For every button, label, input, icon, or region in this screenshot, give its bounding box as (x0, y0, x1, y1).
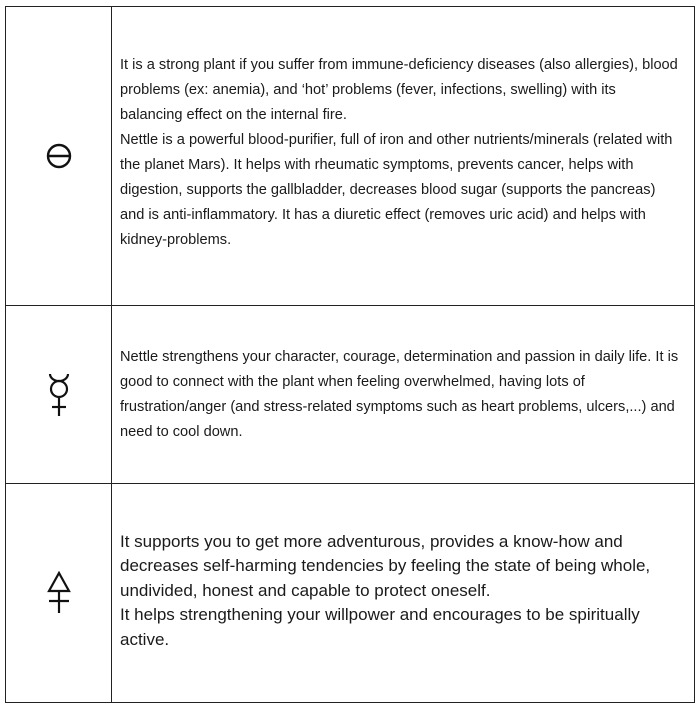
table-row (6, 484, 695, 703)
paragraph: Nettle strengthens your character, courage, determination and passion in daily life. It is good to connect with the plant when feeling overwhelmed, having lots of frustration/anger (and stress-related symptoms such as heart problems, ulcers,...) and need to cool down. (120, 348, 679, 440)
description-text (120, 530, 680, 653)
nettle-properties-table (5, 6, 695, 703)
symbol-cell (6, 7, 112, 306)
paragraph: It supports you to get more adventurous, provides a know-how and decreases self-harming tendencies by feeling the state of being whole, undivided, honest and capable to protect oneself. (120, 531, 651, 600)
description-cell (112, 7, 695, 306)
paragraph: It helps strengthening your willpower and encourages to be spiritually active. (120, 605, 640, 649)
mercury-symbol-icon (44, 371, 74, 419)
description-cell (112, 484, 695, 703)
paragraph: Nettle is a powerful blood-purifier, full of iron and other nutrients/minerals (related with the planet Mars). It helps with rheumatic symptoms, prevents cancer, helps with digestion, supports the gallbladder, decreases blood sugar (supports the pancreas) and is anti-inflammatory. It has a diuretic effect (removes uric acid) and helps with kidney-problems. (120, 132, 673, 248)
sulfur-symbol-icon (44, 571, 74, 615)
table-row (6, 306, 695, 484)
description-cell (112, 306, 695, 484)
table-row (6, 7, 695, 306)
symbol-cell (6, 484, 112, 703)
description-text (120, 53, 680, 253)
earth-symbol-icon (44, 141, 74, 171)
paragraph: It is a strong plant if you suffer from immune-deficiency diseases (also allergies), blood problems (ex: anemia), and ‘hot’ problems (fever, infections, swelling) with its balancing effect on the internal fire. (120, 57, 678, 123)
symbol-cell (6, 306, 112, 484)
description-text (120, 345, 680, 445)
